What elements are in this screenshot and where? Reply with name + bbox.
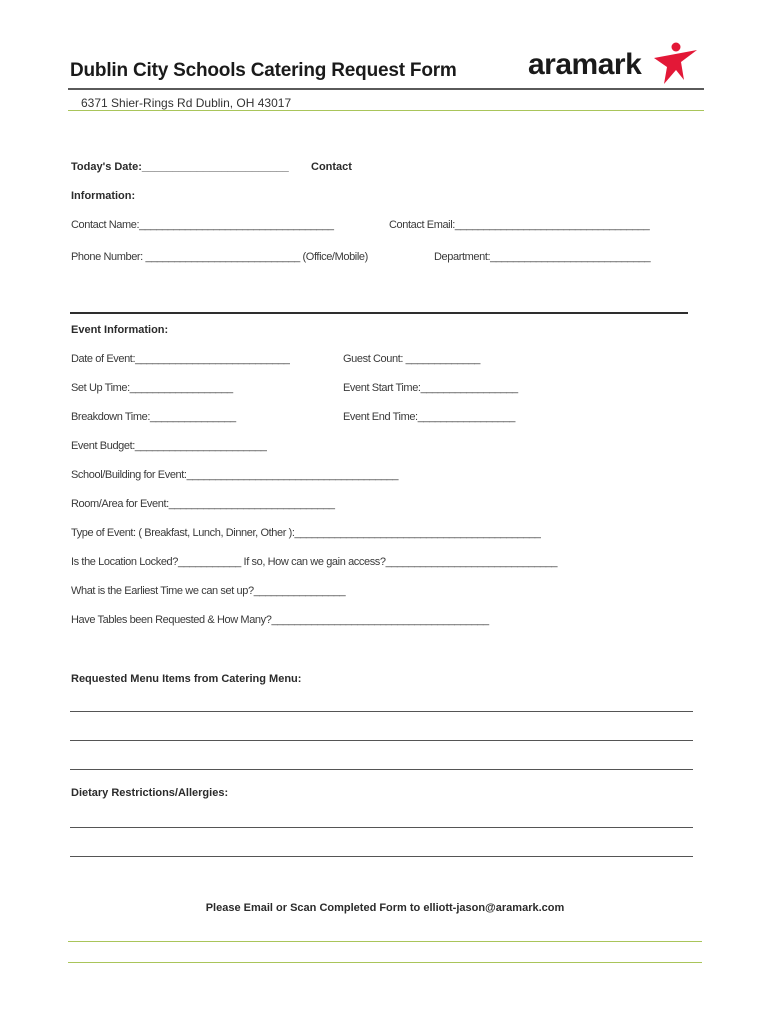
event-information-heading: Event Information: [71, 324, 169, 336]
menu-items-heading: Requested Menu Items from Catering Menu: [71, 673, 302, 685]
page-title: Dublin City Schools Catering Request Form [70, 60, 457, 81]
room-area-field[interactable]: Room/Area for Event:_____________________________ [71, 498, 335, 510]
dietary-line[interactable] [70, 856, 693, 857]
contact-email-field[interactable]: Contact Email:__________________________________ [389, 219, 650, 231]
event-start-time-field[interactable]: Event Start Time:_________________ [343, 382, 518, 394]
date-of-event-field[interactable]: Date of Event:___________________________ [71, 353, 290, 365]
earliest-setup-field[interactable]: What is the Earliest Time we can set up?________________ [71, 585, 346, 597]
address: 6371 Shier-Rings Rd Dublin, OH 43017 [81, 96, 292, 110]
footer-rule-top [68, 941, 702, 942]
tables-requested-field[interactable]: Have Tables been Requested & How Many?______________________________________ [71, 614, 489, 626]
address-rule [68, 110, 704, 111]
section-divider [70, 312, 688, 314]
school-building-field[interactable]: School/Building for Event:_____________________________________ [71, 469, 399, 481]
footer-instructions: Please Email or Scan Completed Form to elliott-jason@aramark.com [205, 902, 565, 914]
footer-rule-bottom [68, 962, 702, 963]
information-label: Information: [71, 190, 136, 202]
event-end-time-field[interactable]: Event End Time:_________________ [343, 411, 515, 423]
department-field[interactable]: Department:____________________________ [434, 251, 651, 263]
dietary-heading: Dietary Restrictions/Allergies: [71, 787, 229, 799]
menu-items-line[interactable] [70, 740, 693, 741]
event-budget-field[interactable]: Event Budget:_______________________ [71, 440, 267, 452]
guest-count-field[interactable]: Guest Count: _____________ [343, 353, 480, 365]
setup-time-field[interactable]: Set Up Time:__________________ [71, 382, 233, 394]
phone-number-field[interactable]: Phone Number: ___________________________ (Office/Mobile) [71, 251, 368, 263]
logo-wordmark: aramark [528, 48, 642, 81]
header-rule [68, 88, 704, 90]
aramark-logo-mark [526, 40, 702, 88]
todays-date-field[interactable]: Today's Date:________________________ [71, 161, 289, 173]
contact-word: Contact [311, 161, 352, 173]
dietary-line[interactable] [70, 827, 693, 828]
aramark-logo [526, 40, 702, 88]
menu-items-line[interactable] [70, 711, 693, 712]
type-of-event-field[interactable]: Type of Event: ( Breakfast, Lunch, Dinner, Other ):___________________________________________ [71, 527, 541, 539]
menu-items-line[interactable] [70, 769, 693, 770]
contact-name-field[interactable]: Contact Name:__________________________________ [71, 219, 334, 231]
location-locked-field[interactable]: Is the Location Locked?___________ If so, How can we gain access?______________________________ [71, 556, 558, 568]
breakdown-time-field[interactable]: Breakdown Time:_______________ [71, 411, 236, 423]
